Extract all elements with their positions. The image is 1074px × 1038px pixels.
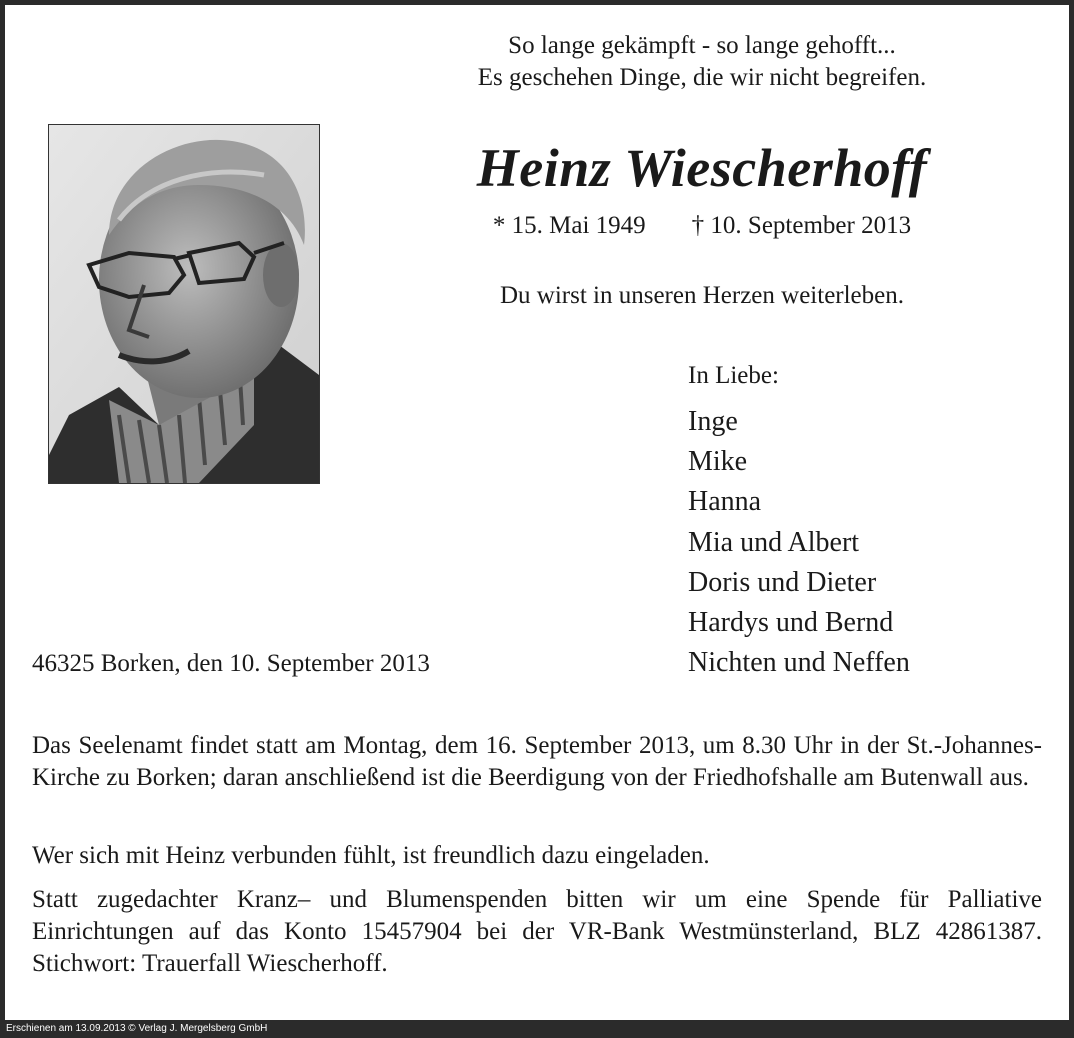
birth-date: * 15. Mai 1949 (492, 212, 646, 239)
mourner: Nichten und Neffen (688, 647, 910, 679)
invitation-paragraph: Wer sich mit Heinz verbunden fühlt, ist freundlich dazu eingeladen. (32, 842, 710, 869)
motto (400, 30, 1004, 94)
place-and-date: 46325 Borken, den 10. September 2013 (32, 650, 430, 677)
mourner: Doris und Dieter (688, 566, 877, 598)
mourners-list (688, 402, 910, 683)
mourner: Hanna (688, 486, 762, 518)
mourner: Mike (688, 446, 748, 478)
mourners-heading: In Liebe: (688, 362, 779, 389)
publication-footer: Erschienen am 13.09.2013 © Verlag J. Mergelsberg GmbH (0, 1020, 1074, 1038)
farewell-line: Du wirst in unseren Herzen weiterleben. (499, 282, 905, 309)
service-paragraph: Das Seelenamt findet statt am Montag, dem 16. September 2013, um 8.30 Uhr in der St.-Johannes-Kirche zu Borken; daran anschließend ist die Beerdigung von der Friedhofshalle am Butenwall aus. (32, 732, 1042, 791)
life-dates (400, 210, 1004, 242)
mourner: Inge (688, 406, 738, 437)
donation-paragraph: Statt zugedachter Kranz– und Blumenspenden bitten wir um eine Spende für Palliative Einrichtungen auf das Konto 15457904 bei der VR-Bank Westmünsterland, BLZ 42861387. Stichwort: Trauerfall Wiescherhoff. (32, 886, 1042, 977)
portrait-photo (48, 124, 320, 484)
death-date: † 10. September 2013 (691, 212, 912, 239)
deceased-name: Heinz Wiescherhoff (476, 138, 928, 198)
mourner: Mia und Albert (688, 526, 860, 558)
motto-line-1: So lange gekämpft - so lange gehofft... (508, 32, 896, 59)
mourner: Hardys und Bernd (688, 607, 894, 639)
motto-line-2: Es geschehen Dinge, die wir nicht begreifen. (477, 64, 927, 91)
